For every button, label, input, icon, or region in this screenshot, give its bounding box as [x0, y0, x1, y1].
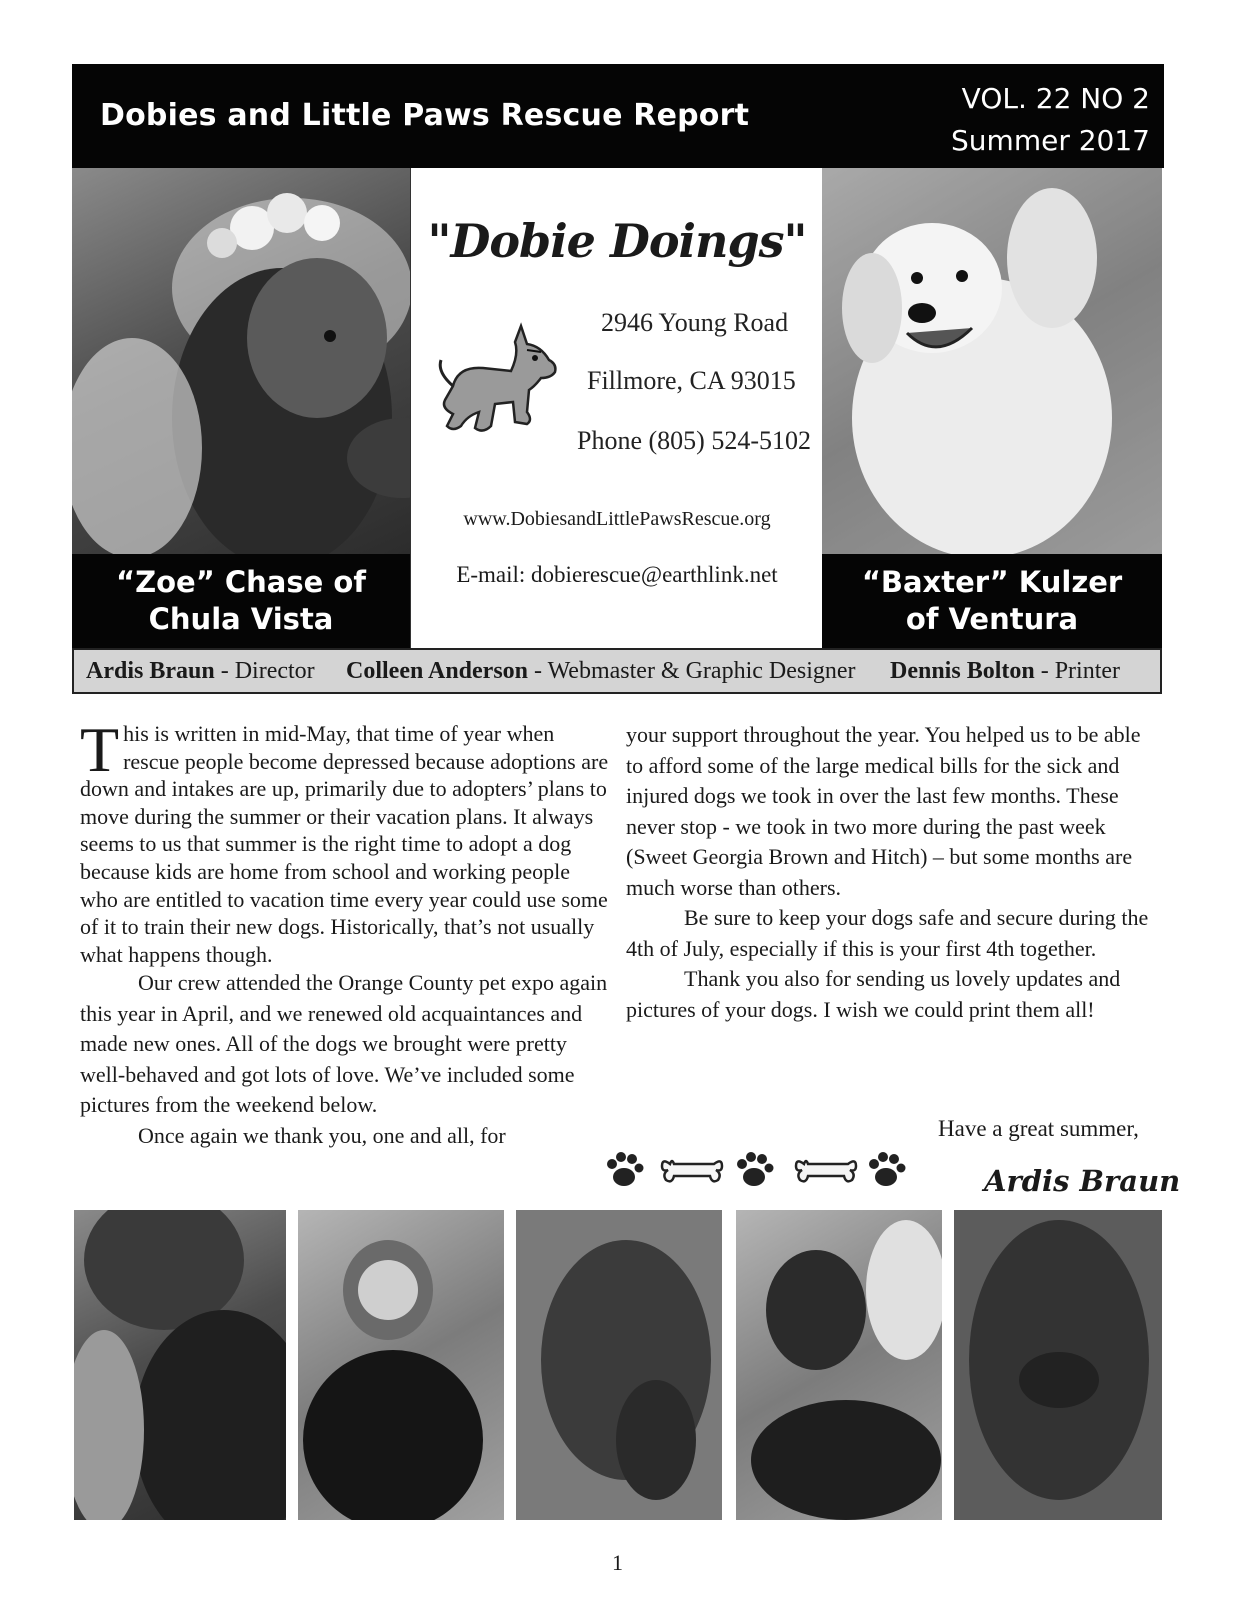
- street-address: 2946 Young Road: [601, 308, 789, 337]
- paragraph-3-continued: your support throughout the year. You helped us to be able to afford some of the large medical bills for the sick and injured dogs we took in over the last few months. These never stop - we took in two more during the past week (Sweet Georgia Brown and Hitch) – but some months are much worse than others.: [626, 722, 1141, 900]
- paragraph-3-start: Once again we thank you, one and all, for: [138, 1122, 506, 1148]
- baxter-caption: “Baxter” Kulzer of Ventura: [822, 554, 1162, 648]
- expo-photo-2: [298, 1210, 504, 1520]
- expo-photo-3: [516, 1210, 722, 1520]
- staff-webmaster: [346, 658, 856, 685]
- article-column-right: [626, 720, 1156, 1025]
- paragraph-1: [80, 714, 612, 968]
- staff-credits: [72, 648, 1162, 694]
- issue-season: Summer 2017: [951, 124, 1150, 157]
- volume-number: VOL. 22 NO 2: [961, 82, 1150, 115]
- paragraph-4: Be sure to keep your dogs safe and secure during the 4th of July, especially if this is your first 4th together.: [626, 905, 1149, 961]
- city-state-zip: Fillmore, CA 93015: [587, 366, 796, 395]
- zoe-photo: [72, 168, 410, 554]
- drop-cap: T: [80, 714, 120, 785]
- closing-line: Have a great summer,: [938, 1116, 1139, 1141]
- newsletter-title: Dobies and Little Paws Rescue Report: [100, 98, 750, 133]
- article-column-left: [80, 714, 612, 1151]
- header-bar: [72, 64, 1164, 168]
- staff-director: [86, 658, 315, 685]
- website-link[interactable]: www.DobiesandLittlePawsRescue.org: [463, 508, 771, 530]
- page-number: 1: [612, 1550, 623, 1575]
- paragraph-1-text: his is written in mid-May, that time of year when rescue people become depressed because adoptions are down and intakes are up, primarily due to adopters’ plans to move during the summer or their vacation plans. It always seems to us that summer is the right time to adopt a dog because kids are home from school and working people who are entitled to vacation time every year could use some of it to train their new dogs. Historically, that’s not usually what happens though.: [80, 721, 609, 967]
- expo-photo-5: [954, 1210, 1162, 1520]
- staff-role: - Webmaster & Graphic Designer: [528, 658, 856, 684]
- staff-name: Colleen Anderson: [346, 658, 529, 684]
- bone-icon: [662, 1161, 722, 1181]
- paw-icon: [607, 1152, 644, 1186]
- paw-icon: [869, 1152, 906, 1186]
- zoe-caption: “Zoe” Chase of Chula Vista: [72, 554, 410, 648]
- dobie-doings-title: "Dobie Doings": [427, 214, 807, 268]
- staff-role: - Printer: [1034, 658, 1121, 684]
- staff-name: Ardis Braun: [86, 658, 215, 684]
- paw-icon: [737, 1152, 774, 1186]
- fluffy-dog-image: [822, 168, 1162, 554]
- issue-info: [951, 78, 1150, 162]
- cartoon-dog-icon: [423, 316, 563, 446]
- staff-name: Dennis Bolton: [890, 658, 1035, 684]
- signature: Ardis Braun: [984, 1164, 1181, 1198]
- bone-icon: [796, 1161, 856, 1181]
- rescue-info-box: [410, 168, 824, 648]
- staff-printer: [890, 658, 1120, 685]
- dog-with-flowers-image: [72, 168, 410, 554]
- email-link[interactable]: E-mail: dobierescue@earthlink.net: [456, 562, 778, 587]
- expo-photo-1: [74, 1210, 286, 1520]
- baxter-photo: [822, 168, 1162, 554]
- paragraph-5: Thank you also for sending us lovely updates and pictures of your dogs. I wish we could print them all!: [626, 966, 1121, 1022]
- expo-photo-4: [736, 1210, 942, 1520]
- staff-role: - Director: [214, 658, 315, 684]
- paw-bone-divider: [600, 1148, 920, 1192]
- paragraph-2: Our crew attended the Orange County pet expo again this year in April, and we renewed old acquaintances and made new ones. All of the dogs we brought were pretty well-behaved and got lots of love. We’ve included some pictures from the weekend below.: [80, 970, 608, 1118]
- phone-number: Phone (805) 524-5102: [577, 426, 811, 455]
